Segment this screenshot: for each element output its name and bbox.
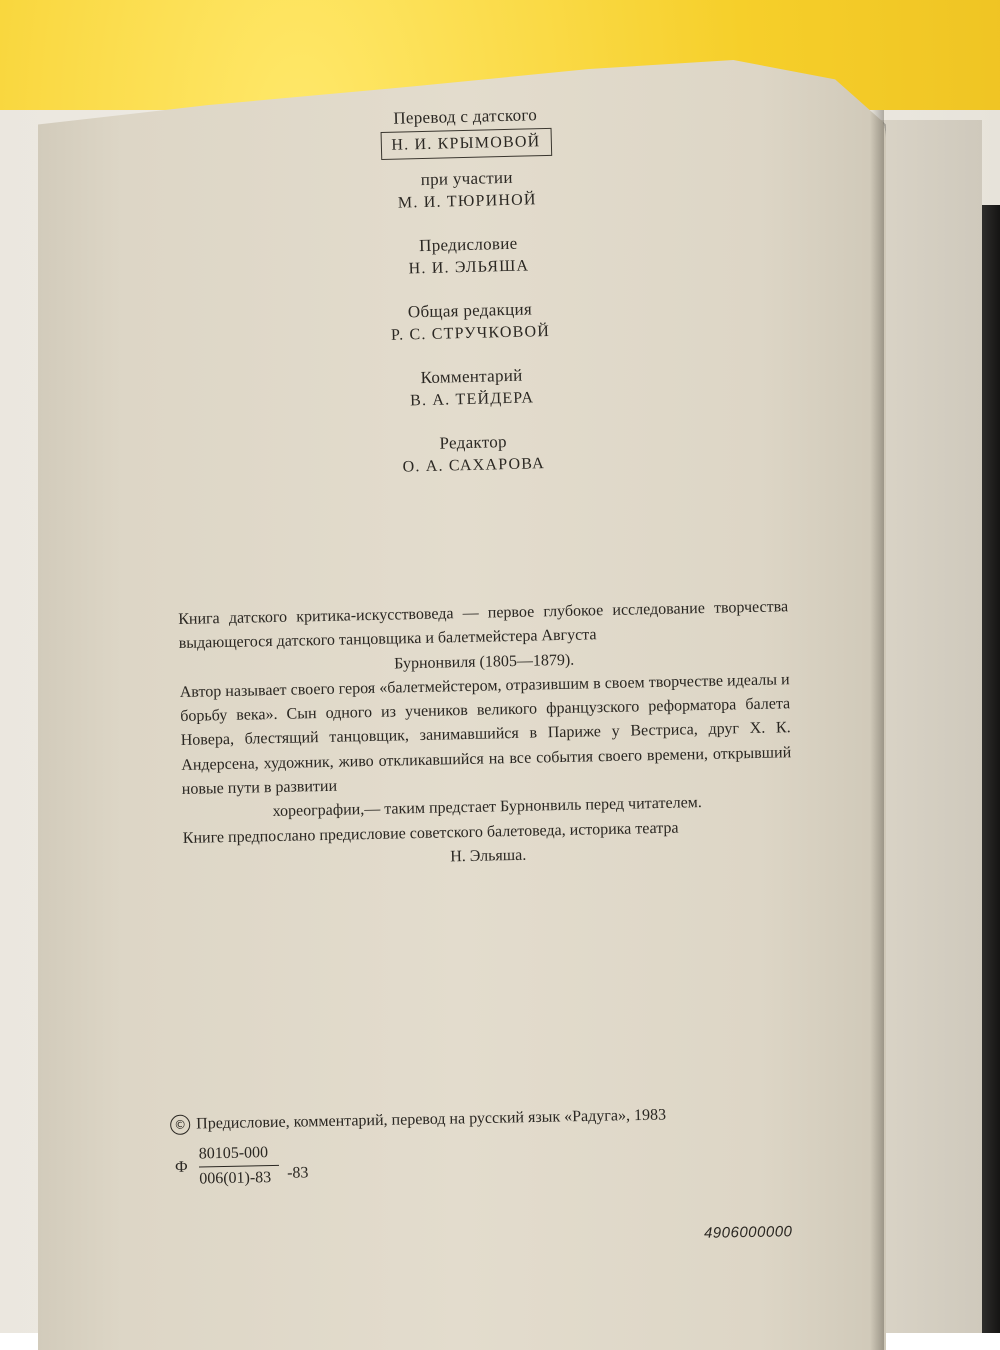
copyright-text: Предисловие, комментарий, перевод на русский язык «Радуга», 1983 — [196, 1106, 667, 1133]
annotation-paragraph-3-tail: Н. Эльяша. — [450, 846, 527, 866]
dark-edge — [982, 205, 1000, 1333]
credit-role: Перевод с датского — [393, 105, 538, 128]
catalog-number: 4906000000 — [703, 1223, 793, 1242]
page-shadow — [870, 110, 884, 1350]
credit-name-boxed: Н. И. КРЫМОВОЙ — [380, 128, 552, 160]
code-suffix: -83 — [286, 1164, 309, 1182]
credit-role: при участии — [420, 167, 513, 190]
credit-participation — [302, 164, 633, 218]
credit-name: М. И. ТЮРИНОЙ — [397, 191, 537, 212]
annotation-paragraph-1-tail: Бурнонвиля (1805—1879). — [394, 651, 575, 673]
annotation-paragraph-1: Книга датского критика-искусствоведа — первое глубокое исследование творчества выдающегося датского танцовщика и балетмейстера Августа — [178, 598, 789, 653]
imprint-block — [170, 1103, 811, 1197]
credit-name: Н. И. ЭЛЬЯША — [408, 257, 530, 278]
adjacent-page — [880, 120, 982, 1333]
credits-block — [300, 102, 639, 482]
credit-role: Общая редакция — [407, 299, 533, 322]
code-numerator: 80105-000 — [198, 1144, 269, 1163]
code-letter: Ф — [174, 1158, 188, 1176]
book-annotation — [178, 595, 793, 875]
annotation-paragraph-2-tail: хореографии,— таким предстает Бурнонвиль перед читателем. — [272, 794, 703, 821]
credit-role: Комментарий — [420, 365, 523, 388]
credit-name: В. А. ТЕЙДЕРА — [409, 389, 535, 410]
credit-name: О. А. САХАРОВА — [402, 455, 546, 476]
credit-preface — [303, 230, 634, 284]
code-denominator: 006(01)-83 — [199, 1169, 272, 1188]
credit-translation — [300, 102, 631, 162]
annotation-paragraph-3: Книге предпослано предисловие советского балетоведа, историка театра — [182, 819, 679, 847]
credit-editorial — [305, 296, 636, 350]
credit-role: Предисловие — [418, 233, 518, 256]
annotation-paragraph-2: Автор называет своего героя «балетмейстером, отразившим в своем творчестве идеалы и борьбу века». Сын одного из учеников великого французского реформатора балета Новера, блестящий танцовщик, занимавшийся в Париже у Вестриса, друг Х. К. Андерсена, художник, живо откликавшийся на все события своего времени, открывший новые пути в развитии — [179, 671, 792, 799]
fraction-rule — [199, 1165, 279, 1168]
copyright-icon: © — [170, 1115, 190, 1135]
credit-role: Редактор — [439, 432, 508, 453]
credit-name: Р. С. СТРУЧКОВОЙ — [390, 322, 551, 344]
credit-commentary — [306, 362, 637, 416]
code-fraction — [199, 1143, 280, 1190]
credit-editor — [308, 428, 639, 482]
